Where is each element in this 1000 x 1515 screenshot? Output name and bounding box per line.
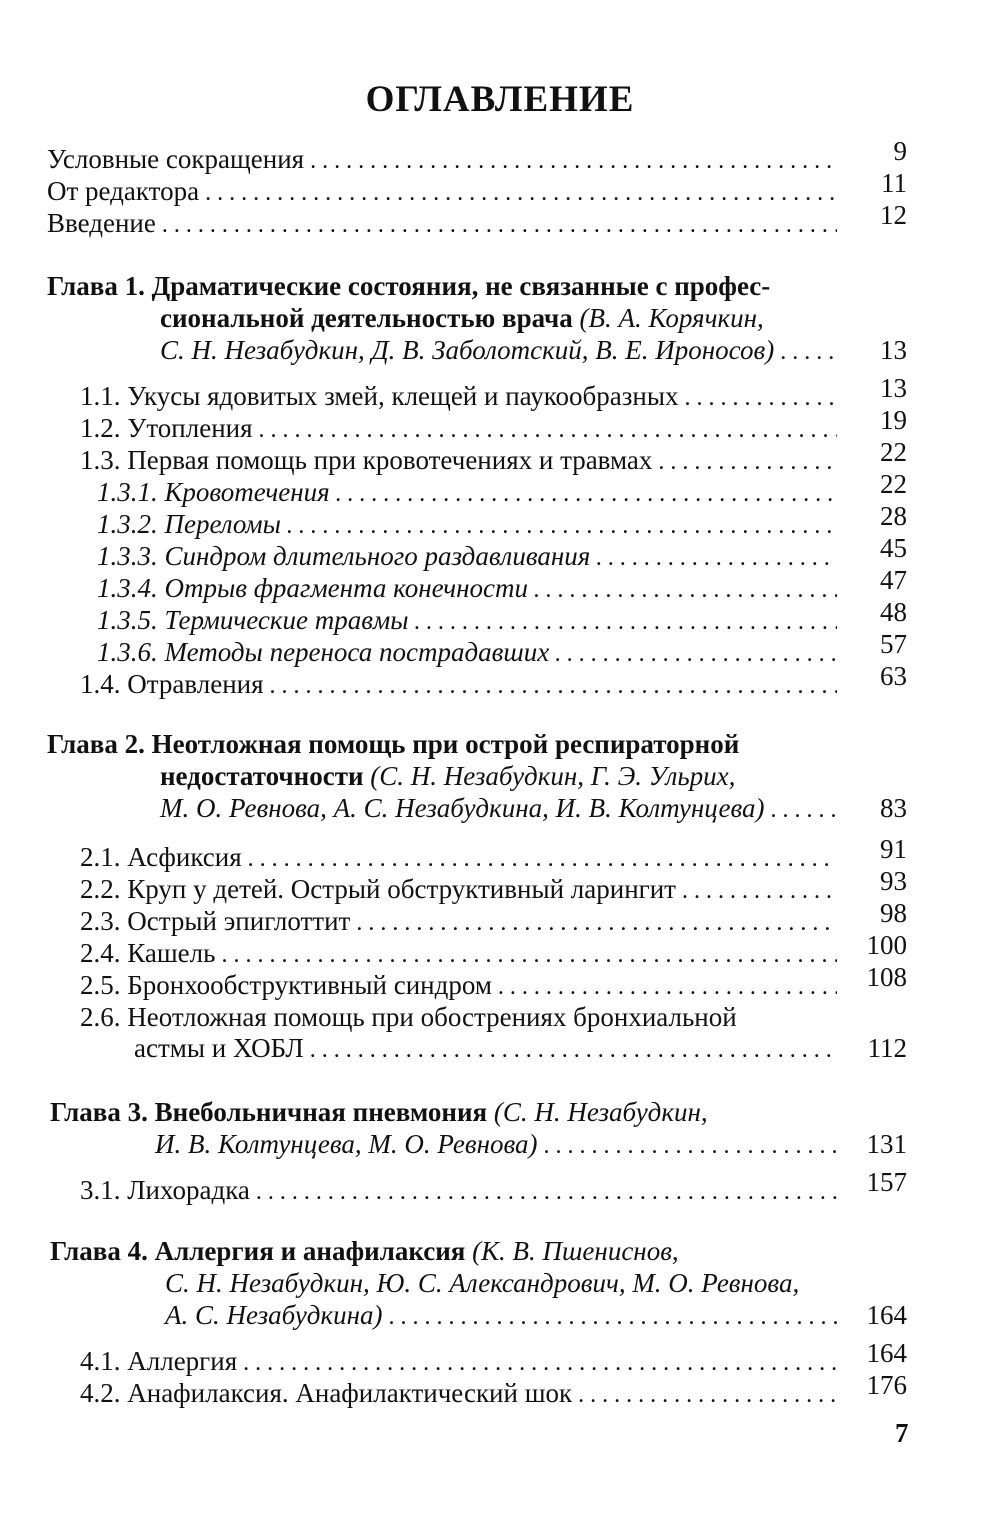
toc-entry-label: 1.3.5. Термические травмы <box>97 605 409 635</box>
toc-entry <box>97 469 907 510</box>
toc-entry <box>80 962 907 1003</box>
toc-entry <box>80 661 907 702</box>
toc-entry-label: 2.5. Бронхообструктивный синдром <box>80 970 492 1000</box>
toc-entry <box>47 168 907 209</box>
toc-entry <box>80 898 907 939</box>
toc-entry-label: 1.4. Отравления <box>80 669 264 699</box>
chapter-title: недостаточности <box>160 761 364 791</box>
toc-entry-page: 19 <box>880 405 907 435</box>
chapter-number: Глава 3. <box>50 1097 148 1127</box>
chapter-authors: М. О. Ревнова, А. С. Незабудкина, И. В. Колтунцева) <box>160 793 765 823</box>
page-number: 7 <box>895 1418 909 1448</box>
toc-entry <box>80 1370 907 1411</box>
chapter-authors: И. В. Колтунцева, М. О. Ревнова) <box>155 1129 538 1159</box>
toc-entry-label: 4.2. Анафилаксия. Анафилактический шок <box>80 1378 573 1408</box>
toc-entry <box>80 373 907 414</box>
toc-entry-page: 11 <box>881 168 907 198</box>
toc-entry <box>97 501 907 542</box>
chapter-number: Глава 4. <box>50 1236 148 1266</box>
chapter-page: 164 <box>866 1300 907 1330</box>
toc-entry-page: 164 <box>866 1338 907 1368</box>
chapter-authors: (К. В. Пшениснов, <box>472 1236 679 1266</box>
toc-entry-label: 4.1. Аллергия <box>80 1346 238 1376</box>
chapter-title: Неотложная помощь при острой респираторной <box>151 729 740 759</box>
toc-entry-page: 100 <box>866 930 907 960</box>
toc-entry <box>97 629 907 670</box>
chapter-page: 13 <box>880 335 907 365</box>
toc-entry <box>80 1002 907 1066</box>
chapter-title: Внебольничная пневмония <box>154 1097 488 1127</box>
chapter-title: сиональной деятельностью врача <box>160 303 573 333</box>
chapter-title: Драматические состояния, не связанные с профес- <box>151 271 771 301</box>
toc-entry-label: 1.3.2. Переломы <box>97 509 281 539</box>
toc-entry <box>97 597 907 638</box>
chapter-authors: С. Н. Незабудкин, Ю. С. Александрович, М. О. Ревнова, <box>165 1268 800 1298</box>
toc-entry <box>47 200 907 241</box>
toc-entry-label: 3.1. Лихорадка <box>80 1175 250 1205</box>
toc-entry-label: 1.3.3. Синдром длительного раздавливания <box>97 541 591 571</box>
toc-entry-label: 2.1. Асфиксия <box>80 842 242 872</box>
toc-entry-page: 176 <box>866 1370 907 1400</box>
chapter-authors: С. Н. Незабудкин, Д. В. Заболотский, В. Е. Ироносов) <box>160 335 775 365</box>
toc-entry-page: 13 <box>880 373 907 403</box>
toc-entry-label: Условные сокращения <box>47 144 305 174</box>
toc-entry-label: Введение <box>47 208 156 238</box>
chapter-heading <box>50 1235 907 1332</box>
toc-entry-label: 2.2. Круп у детей. Острый обструктивный ларингит <box>80 874 676 904</box>
toc-entry-page: 112 <box>867 1033 907 1063</box>
toc-entry-page: 12 <box>880 200 907 230</box>
toc-entry-label: 1.3.6. Методы переноса пострадавших <box>97 637 550 667</box>
toc-entry-page: 45 <box>880 533 907 563</box>
toc-entry-page: 157 <box>866 1167 907 1197</box>
toc-entry-page: 28 <box>880 501 907 531</box>
toc-entry <box>80 1338 907 1379</box>
toc-entry <box>80 437 907 478</box>
toc-entry-label: 2.3. Острый эпиглоттит <box>80 906 351 936</box>
chapter-authors: (С. Н. Незабудкин, <box>493 1097 708 1127</box>
toc-entry-page: 93 <box>880 866 907 896</box>
chapter-page: 131 <box>866 1129 907 1159</box>
chapter-authors: А. С. Незабудкина) <box>165 1300 383 1330</box>
toc-entry-page: 63 <box>880 661 907 691</box>
toc-entry-page: 91 <box>880 834 907 864</box>
toc-entry-page: 22 <box>880 437 907 467</box>
chapter-number: Глава 2. <box>47 729 145 759</box>
toc-entry <box>97 565 907 606</box>
toc-entry <box>80 834 907 875</box>
toc-entry-page: 48 <box>880 597 907 627</box>
toc-entry <box>80 930 907 971</box>
toc-entry-page: 57 <box>880 629 907 659</box>
toc-entry <box>80 405 907 446</box>
toc-entry <box>97 533 907 574</box>
toc-entry <box>80 1167 907 1208</box>
chapter-heading <box>47 728 907 825</box>
toc-entry-label: От редактора <box>47 176 200 206</box>
toc-entry-page: 22 <box>880 469 907 499</box>
toc-entry-label: 2.4. Кашель <box>80 938 216 968</box>
toc-entry-label: 1.1. Укусы ядовитых змей, клещей и паукообразных <box>80 381 679 411</box>
page-title: ОГЛАВЛЕНИЕ <box>365 79 635 120</box>
chapter-number: Глава 1. <box>47 271 145 301</box>
chapter-page: 83 <box>880 793 907 823</box>
toc-entry-label: астмы и ХОБЛ <box>134 1033 304 1063</box>
toc-entry <box>47 136 907 177</box>
toc-entry-page: 9 <box>893 136 907 166</box>
toc-entry-label: 2.6. Неотложная помощь при обострениях бронхиальной <box>80 1002 737 1032</box>
toc-entry-label: 1.3.4. Отрыв фрагмента конечности <box>97 573 529 603</box>
toc-entry-page: 108 <box>866 962 907 992</box>
chapter-authors: (С. Н. Незабудкин, Г. Э. Ульрих, <box>370 761 736 791</box>
chapter-heading <box>50 1096 907 1161</box>
toc-entry-page: 47 <box>880 565 907 595</box>
chapter-title: Аллергия и анафилаксия <box>154 1236 466 1266</box>
toc-entry-page: 98 <box>880 898 907 928</box>
toc-entry-label: 1.3. Первая помощь при кровотечениях и травмах <box>80 445 653 475</box>
chapter-heading <box>47 270 907 367</box>
toc-entry-label: 1.2. Утопления <box>80 413 253 443</box>
toc-entry <box>80 866 907 907</box>
chapter-authors: (В. А. Корячкин, <box>579 303 764 333</box>
toc-entry-label: 1.3.1. Кровотечения <box>97 477 330 507</box>
